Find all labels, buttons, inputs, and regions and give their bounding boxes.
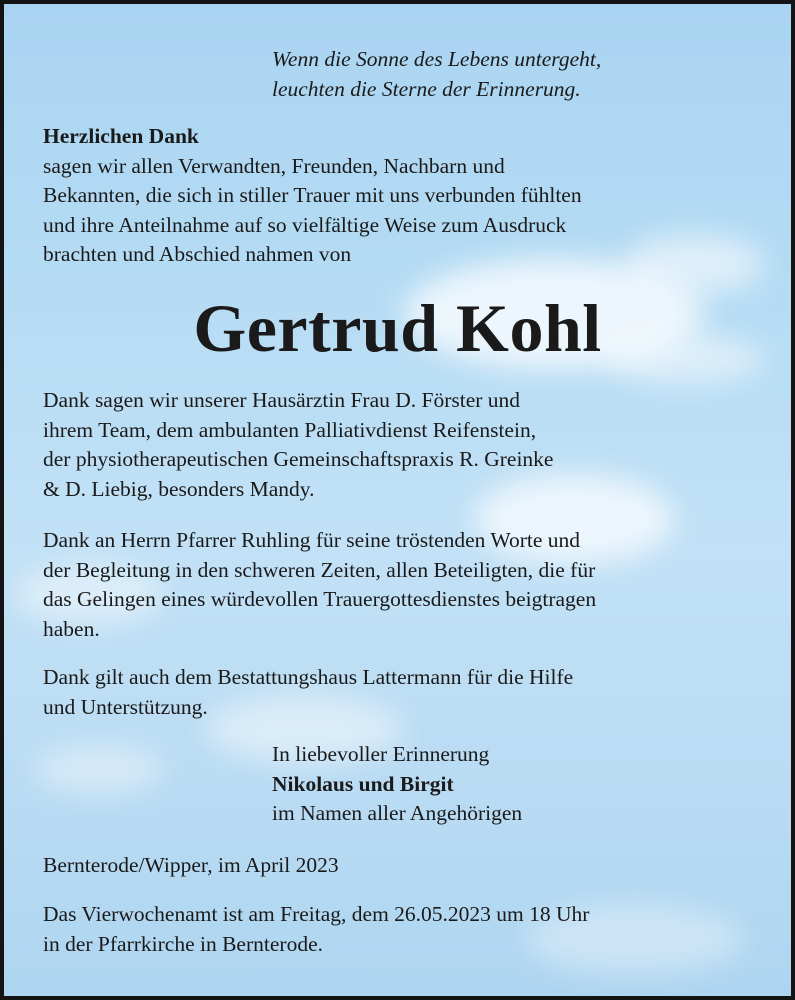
thanks-doctor-line: der physiotherapeutischen Gemeinschaftspraxis R. Greinke (43, 447, 554, 471)
intro-line: sagen wir allen Verwandten, Freunden, Nachbarn und (43, 153, 505, 178)
intro-paragraph (43, 122, 582, 270)
thanks-pastor-line: das Gelingen eines würdevollen Trauergottesdienstes beigtragen (43, 587, 597, 611)
thanks-doctor-line: & D. Liebig, besonders Mandy. (43, 476, 315, 501)
intro-line: brachten und Abschied nahmen von (43, 242, 352, 266)
thanks-pastor-line: Dank an Herrn Pfarrer Ruhling für seine tröstenden Worte und (43, 528, 581, 552)
thanks-doctor-line: ihrem Team, dem ambulanten Palliativdienst Reifenstein, (43, 417, 537, 442)
deceased-name: Gertrud Kohl (193, 290, 602, 366)
intro-line: und ihre Anteilnahme auf so vielfältige Weise zum Ausdruck (43, 212, 567, 237)
signature-line: im Namen aller Angehörigen (272, 801, 523, 825)
service-notice-line: Das Vierwochenamt ist am Freitag, dem 26.05.2023 um 18 Uhr (43, 902, 590, 926)
cloud-decoration (34, 744, 164, 794)
signature-names: Nikolaus und Birgit (272, 771, 454, 796)
place-date: Bernterode/Wipper, im April 2023 (43, 853, 339, 877)
cloud-decoration (624, 234, 764, 294)
thanks-pastor-line: haben. (43, 616, 100, 641)
motto (272, 44, 601, 104)
thanks-pastor-line: der Begleitung in den schweren Zeiten, allen Beteiligten, die für (43, 557, 596, 582)
intro-line: Bekannten, die sich in stiller Trauer mit uns verbunden fühlten (43, 183, 582, 207)
motto-line: Wenn die Sonne des Lebens untergeht, (272, 47, 602, 71)
motto-line: leuchten die Sterne der Erinnerung. (272, 77, 581, 101)
thanks-doctor-line: Dank sagen wir unserer Hausärztin Frau D. Förster und (43, 388, 521, 412)
thanks-funeral-home-paragraph (43, 663, 573, 722)
thanks-funeral-home-line: und Unterstützung. (43, 694, 208, 719)
thanks-pastor-paragraph (43, 526, 596, 644)
service-notice-line: in der Pfarrkirche in Bernterode. (43, 931, 323, 956)
signature-block (272, 740, 522, 829)
intro-heading: Herzlichen Dank (43, 124, 199, 148)
thanks-funeral-home-line: Dank gilt auch dem Bestattungshaus Lattermann für die Hilfe (43, 665, 574, 689)
service-notice (43, 900, 589, 959)
signature-line: In liebevoller Erinnerung (272, 742, 490, 766)
thanks-doctor-paragraph (43, 386, 553, 504)
